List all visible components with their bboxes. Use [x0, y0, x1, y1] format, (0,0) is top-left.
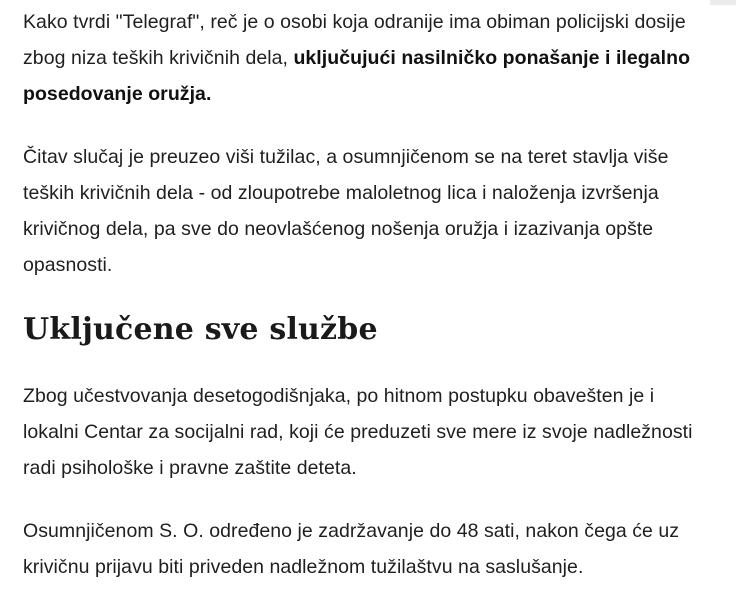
paragraph-prosecutor: Čitav slučaj je preuzeo viši tužilac, a osumnjičenom se na teret stavlja više teških krivičnih dela - od zloupotrebe maloletnog lica i naloženja izvršenja krivičnog dela, pa sve do neovlašćenog nošenja oružja i izazivanja opšte opasnosti.	[23, 146, 669, 276]
scrollbar-track[interactable]	[710, 0, 736, 5]
paragraph-detention: Osumnjičenom S. O. određeno je zadržavanje do 48 sati, nakon čega će uz krivičnu prijavu biti priveden nadležnom tužilaštvu na saslušanje.	[23, 520, 680, 578]
paragraph-bold-text: uključujući nasilničko ponašanje i ilegalno posedovanje oružja.	[23, 47, 691, 105]
paragraph-social-services: Zbog učestvovanja desetogodišnjaka, po hitnom postupku obavešten je i lokalni Centar za socijalni rad, koji će preduzeti sve mere iz svoje nadležnosti radi psihološke i pravne zaštite deteta.	[23, 385, 693, 479]
paragraph-telegraf	[23, 4, 713, 112]
section-heading: Uključene sve službe	[23, 312, 378, 347]
paragraph-text: Kako tvrdi "Telegraf", reč je o osobi koja odranije ima obiman policijski dosije zbog niza teških krivičnih dela,	[23, 11, 686, 69]
